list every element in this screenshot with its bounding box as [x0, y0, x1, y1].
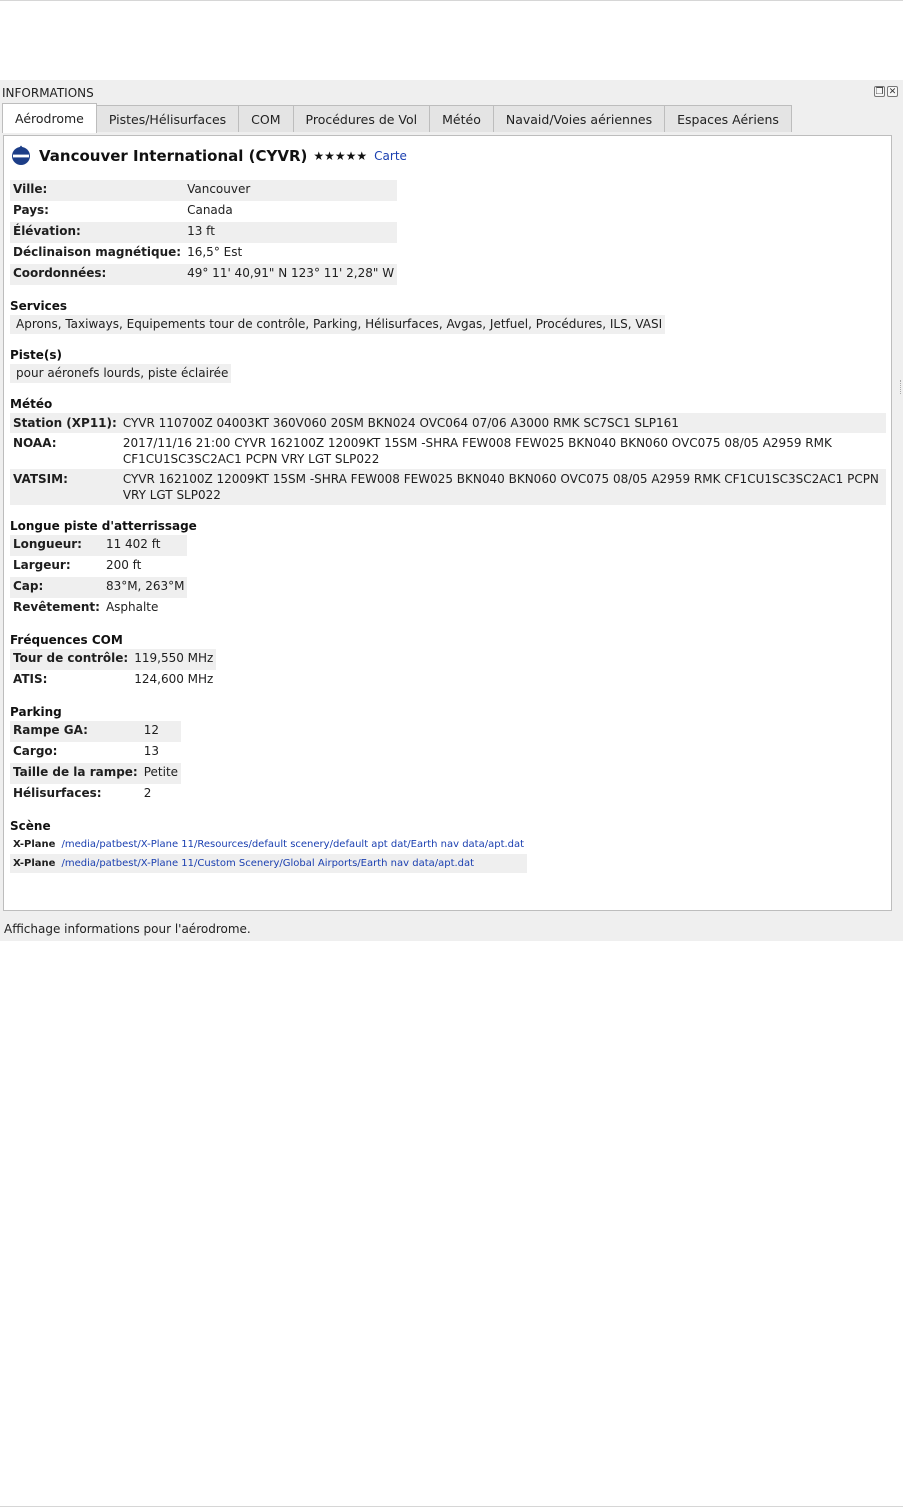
parking-value: 13	[143, 744, 160, 758]
runway-value: 11 402 ft	[103, 535, 188, 556]
airport-name: Vancouver International (CYVR)	[39, 147, 308, 165]
information-dock	[0, 80, 903, 941]
table-row	[10, 556, 187, 577]
table-row	[10, 670, 216, 691]
table-row	[10, 742, 181, 763]
table-row	[10, 577, 187, 598]
table-row	[10, 243, 397, 264]
weather-source: NOAA:	[13, 436, 57, 450]
tab-com[interactable]: COM	[238, 105, 293, 132]
weather-source: Station (XP11):	[10, 413, 120, 433]
tab-bar	[2, 105, 791, 133]
status-bar-text: Affichage informations pour l'aérodrome.	[4, 922, 251, 936]
services-text: Aprons, Taxiways, Equipements tour de contrôle, Parking, Hélisurfaces, Avgas, Jetfuel, Procédures, ILS, VASI	[10, 315, 665, 334]
tab-procedures[interactable]: Procédures de Vol	[293, 105, 431, 132]
tab-weather[interactable]: Météo	[429, 105, 494, 132]
scene-path-link[interactable]: /media/patbest/X-Plane 11/Custom Scenery/Global Airports/Earth nav data/apt.dat	[58, 854, 527, 873]
info-content	[10, 144, 885, 873]
table-row	[10, 649, 216, 670]
runways-heading: Piste(s)	[10, 348, 63, 362]
runway-key: Largeur:	[13, 558, 71, 572]
scene-path-link[interactable]: /media/patbest/X-Plane 11/Resources/default scenery/default apt dat/Earth nav data/apt.dat	[61, 839, 525, 850]
runway-key: Revêtement:	[13, 600, 100, 614]
info-key: Ville:	[10, 180, 184, 201]
runway-key: Longueur:	[10, 535, 103, 556]
scene-source: X-Plane	[13, 839, 56, 850]
scene-heading: Scène	[10, 819, 51, 833]
parking-value: Petite	[141, 763, 181, 784]
info-key: Élévation:	[10, 222, 184, 243]
longest-runway-heading: Longue piste d'atterrissage	[10, 519, 197, 533]
parking-key: Cargo:	[13, 744, 58, 758]
info-key: Déclinaison magnétique:	[13, 245, 182, 259]
table-row	[10, 201, 397, 222]
weather-source: VATSIM:	[10, 469, 120, 505]
info-key: Pays:	[13, 203, 49, 217]
table-row	[10, 433, 886, 469]
info-value: 16,5° Est	[187, 245, 243, 259]
tab-airspaces[interactable]: Espaces Aériens	[664, 105, 792, 132]
com-value: 119,550 MHz	[131, 649, 216, 670]
table-row	[10, 180, 397, 201]
services-heading: Services	[10, 299, 68, 313]
dock-buttons	[874, 86, 898, 97]
scene-source: X-Plane	[10, 854, 58, 873]
com-heading: Fréquences COM	[10, 633, 123, 647]
runway-value: 83°M, 263°M	[103, 577, 188, 598]
table-row	[10, 413, 886, 433]
float-icon[interactable]: ❐	[875, 87, 884, 97]
com-table	[10, 649, 216, 691]
weather-metar: 2017/11/16 21:00 CYVR 162100Z 12009KT 15SM -SHRA FEW008 FEW025 BKN040 BKN060 OVC075 08/05 A2959 RMK CF1CU1SC3SC2AC1 PCPN VRY LGT SLP022	[122, 436, 832, 466]
runway-value: Asphalte	[105, 600, 159, 614]
runway-key: Cap:	[10, 577, 103, 598]
runways-text: pour aéronefs lourds, piste éclairée	[10, 364, 231, 383]
weather-metar: CYVR 110700Z 04003KT 360V060 20SM BKN024 OVC064 07/06 A3000 RMK SC7SC1 SLP161	[120, 413, 886, 433]
parking-table	[10, 721, 181, 805]
table-row	[10, 222, 397, 243]
info-value: 13 ft	[184, 222, 397, 243]
table-row	[10, 784, 181, 805]
table-row	[10, 763, 181, 784]
table-row	[10, 469, 886, 505]
com-key: ATIS:	[13, 672, 48, 686]
com-key: Tour de contrôle:	[10, 649, 131, 670]
tab-runways-helipads[interactable]: Pistes/Hélisurfaces	[96, 105, 239, 132]
parking-heading: Parking	[10, 705, 62, 719]
table-row	[10, 535, 187, 556]
info-value: 49° 11' 40,91" N 123° 11' 2,28" W	[184, 264, 397, 285]
dock-title: INFORMATIONS	[2, 86, 94, 100]
airport-header	[10, 144, 885, 168]
info-panel[interactable]	[3, 135, 892, 911]
weather-heading: Météo	[10, 397, 53, 411]
longest-runway-table	[10, 535, 187, 619]
tab-navaids-airways[interactable]: Navaid/Voies aériennes	[493, 105, 665, 132]
airport-info-table	[10, 180, 397, 285]
bottom-divider	[0, 1506, 903, 1507]
weather-metar: CYVR 162100Z 12009KT 15SM -SHRA FEW008 FEW025 BKN040 BKN060 OVC075 08/05 A2959 RMK CF1CU1SC3SC2AC1 PCPN VRY LGT SLP022	[120, 469, 886, 505]
com-value: 124,600 MHz	[134, 672, 214, 686]
parking-value: 12	[141, 721, 181, 742]
table-row	[10, 835, 527, 854]
tab-aerodrome[interactable]: Aérodrome	[2, 103, 97, 133]
parking-key: Hélisurfaces:	[13, 786, 102, 800]
table-row	[10, 721, 181, 742]
rating-stars: ★★★★★	[313, 149, 368, 163]
info-value: Canada	[187, 203, 233, 217]
table-row	[10, 264, 397, 285]
info-value: Vancouver	[184, 180, 397, 201]
top-divider	[0, 0, 903, 1]
table-row	[10, 598, 187, 619]
runway-value: 200 ft	[105, 558, 142, 572]
weather-table	[10, 413, 886, 505]
parking-key: Rampe GA:	[10, 721, 141, 742]
close-icon[interactable]: ✕	[888, 87, 897, 97]
map-link[interactable]: Carte	[374, 149, 407, 163]
scene-table	[10, 835, 527, 873]
parking-value: 2	[143, 786, 152, 800]
table-row	[10, 854, 527, 873]
parking-key: Taille de la rampe:	[10, 763, 141, 784]
airport-icon	[10, 145, 32, 167]
info-key: Coordonnées:	[10, 264, 184, 285]
